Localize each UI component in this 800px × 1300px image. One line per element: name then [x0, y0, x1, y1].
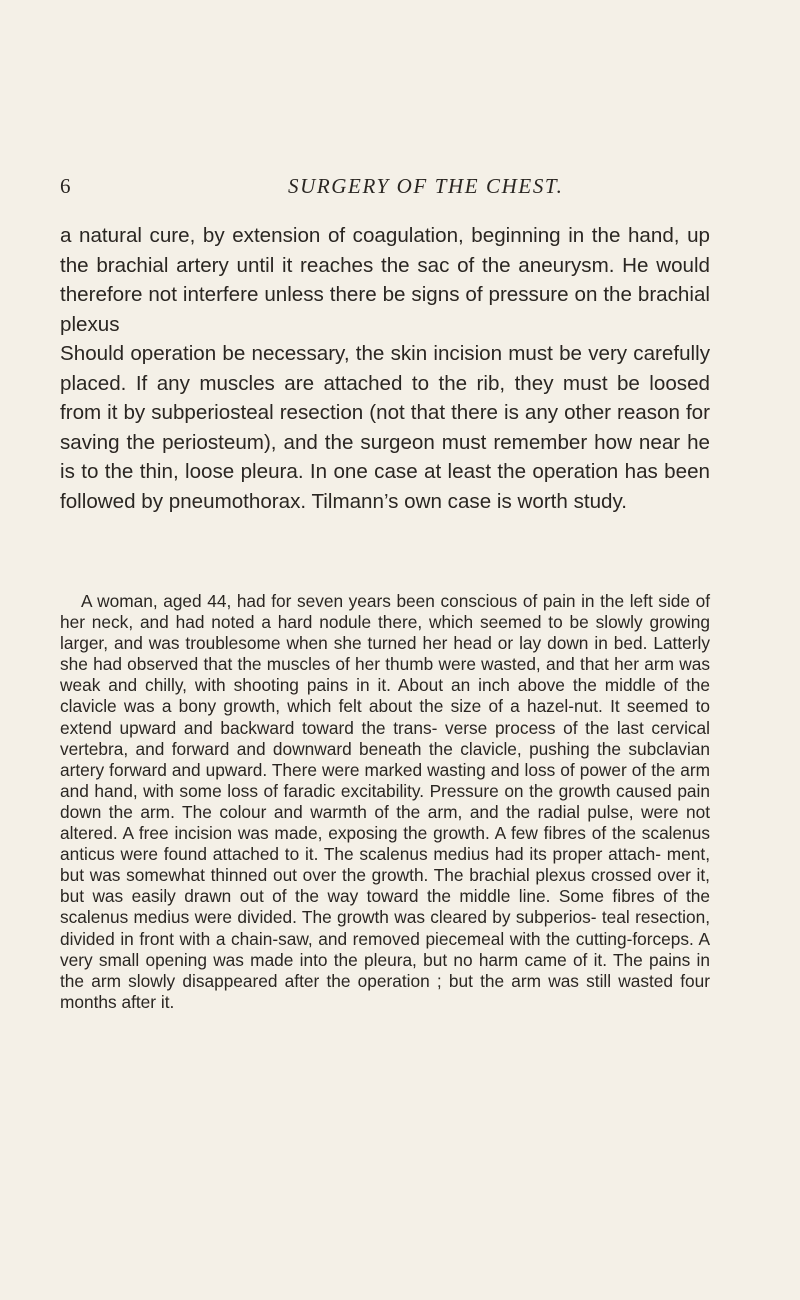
running-head: [0, 174, 800, 204]
running-title: SURGERY OF THE CHEST.: [288, 174, 564, 198]
body-text: [60, 221, 710, 516]
paragraph-1: a natural cure, by extension of coagulation, beginning in the hand, up the brachial artery until it reaches the sac of the aneurysm. He would therefore not interfere unless there be signs of pressure on the brachial plexus: [60, 224, 710, 336]
paragraph-2: Should operation be necessary, the skin incision must be very carefully placed. If any muscles are attached to the rib, they must be loosed from it by subperiosteal resection (not that there is any other reason for saving the periosteum), and the surgeon must remember how near he is to the thin, loose pleura. In one case at least the operation has been followed by pneumothorax. Tilmann’s own case is worth study.: [60, 342, 710, 513]
case-report-text: A woman, aged 44, had for seven years been conscious of pain in the left side of her neck, and had noted a hard nodule there, which seemed to be slowly growing larger, and was troublesome when she turned her head or lay down in bed. Latterly she had observed that the muscles of her thumb were wasted, and that her arm was weak and chilly, with shooting pains in it. About an inch above the middle of the clavicle was a bony growth, which felt about the size of a hazel-nut. It seemed to extend upward and backward toward the trans- verse process of the last cervical vertebra, and forward and downward beneath the clavicle, pushing the subclavian artery forward and upward. There were marked wasting and loss of power of the arm and hand, with some loss of faradic excitability. Pressure on the growth caused pain down the arm. The colour and warmth of the arm, and the radial pulse, were not altered. A free incision was made, exposing the growth. A few fibres of the scalenus anticus were found attached to it. The scalenus medius had its proper attach- ment, but was somewhat thinned out over the growth. The brachial plexus crossed over it, but was easily drawn out of the way toward the middle line. Some fibres of the scalenus medius were divided. The growth was cleared by subperios- teal resection, divided in front with a chain-saw, and removed piecemeal with the cutting-forceps. A very small opening was made into the pleura, but no harm came of it. The pains in the arm slowly disappeared after the operation ; but the arm was still wasted four months after it.: [60, 591, 710, 1012]
page-number: 6: [60, 174, 73, 198]
case-report: [60, 591, 710, 1013]
